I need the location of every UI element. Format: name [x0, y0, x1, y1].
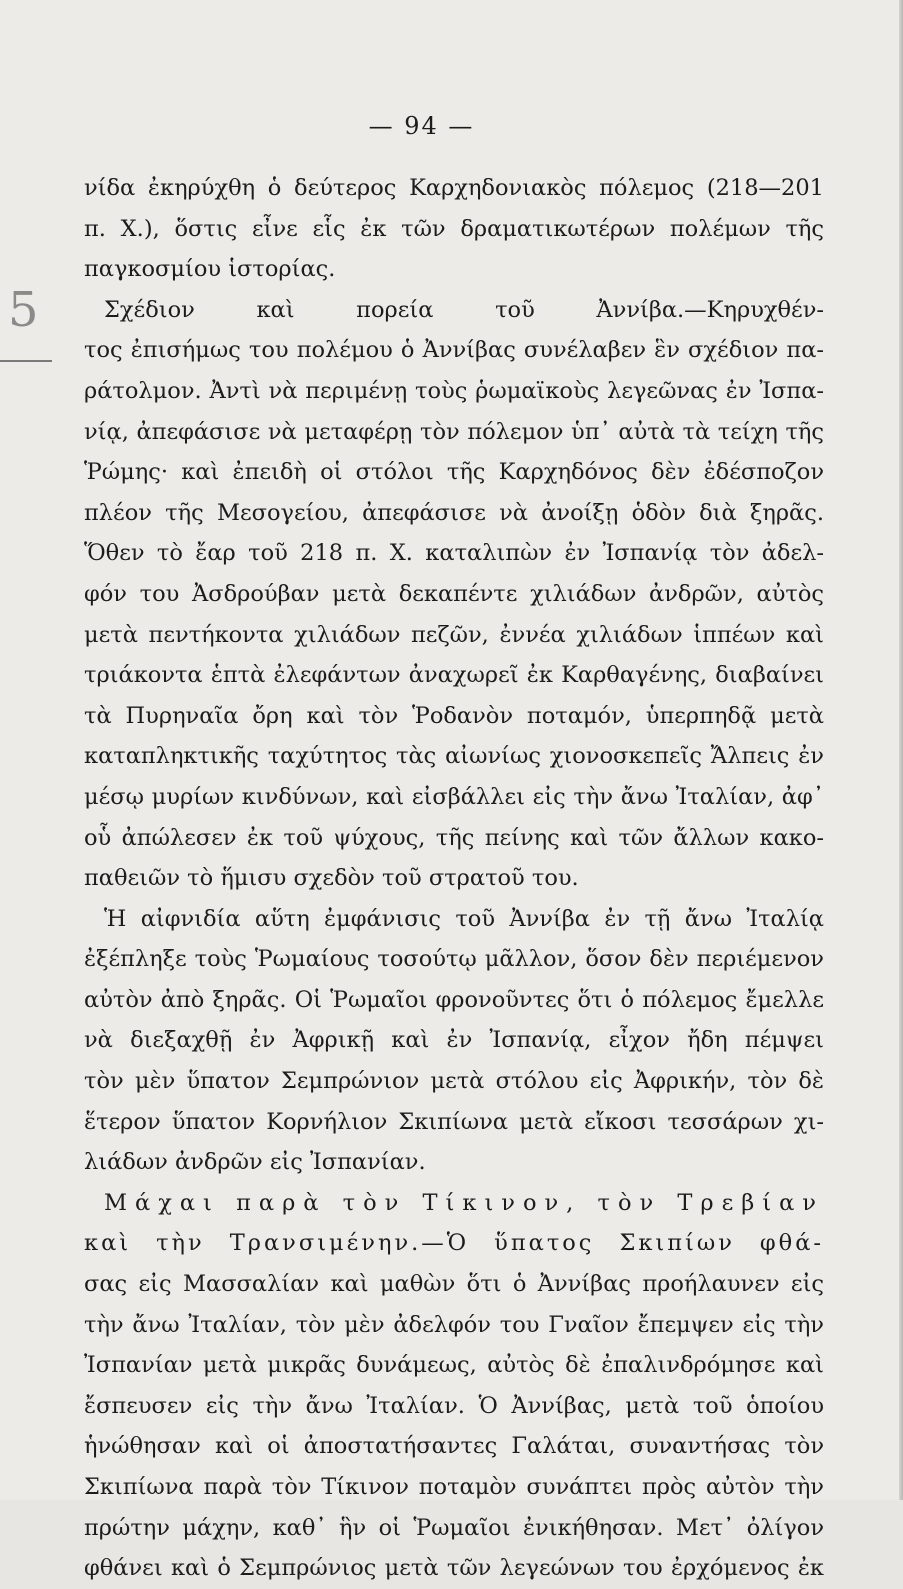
- text-line: τὰ Πυρηναῖα ὄρη καὶ τὸν Ῥοδανὸν ποταμόν, ὑπερπηδᾷ μετὰ: [84, 702, 824, 729]
- text-line: τὸν μὲν ὕπατον Σεμπρώνιον μετὰ στόλου εἰς Ἀφρικήν, τὸν δὲ: [84, 1068, 824, 1095]
- text-line: νὰ διεξαχθῇ ἐν Ἀφρικῇ καὶ ἐν Ἰσπανίᾳ, εἶχον ἤδη πέμψει: [84, 1027, 824, 1054]
- text-line: Ἡ αἰφνιδία αὕτη ἐμφάνισις τοῦ Ἀννίβα ἐν τῇ ἄνω Ἰταλίᾳ: [104, 905, 824, 932]
- text-line: παθειῶν τὸ ἥμισυ σχεδὸν τοῦ στρατοῦ του.: [84, 865, 579, 892]
- margin-annotation: 5: [8, 282, 39, 338]
- page-number: — 94 —: [368, 112, 475, 140]
- text-line: φόν του Ἀσδρούβαν μετὰ δεκαπέντε χιλιάδων ἀνδρῶν, αὐτὸς: [84, 580, 824, 607]
- text-line: Σκιπίωνα παρὰ τὸν Τίκινον ποταμὸν συνάπτει πρὸς αὐτὸν τὴν: [84, 1474, 824, 1500]
- text-line: πλέον τῆς Μεσογείου, ἀπεφάσισε νὰ ἀνοίξῃ ὁδὸν διὰ ξηρᾶς.: [84, 499, 824, 526]
- text-line: μετὰ πεντήκοντα χιλιάδων πεζῶν, ἐννέα χιλιάδων ἱππέων καὶ: [84, 621, 824, 648]
- text-line: παγκοσμίου ἱστορίας.: [84, 256, 336, 283]
- text-line: ἕτερον ὕπατον Κορνήλιον Σκιπίωνα μετὰ εἴκοσι τεσσάρων χι-: [84, 1108, 824, 1135]
- text-line: ἡνώθησαν καὶ οἱ ἀποστατήσαντες Γαλάται, συναντήσας τὸν: [84, 1433, 824, 1460]
- text-line: Μάχαι παρὰ τὸν Τίκινον, τὸν Τρεβίαν: [104, 1189, 824, 1216]
- text-line: νίᾳ, ἀπεφάσισε νὰ μεταφέρῃ τὸν πόλεμον ὑπ᾽ αὐτὰ τὰ τείχη τῆς: [84, 418, 824, 445]
- text-line: τὴν ἄνω Ἰταλίαν, τὸν μὲν ἀδελφόν του Γναῖον ἔπεμψεν εἰς τὴν: [84, 1311, 824, 1338]
- text-line: καὶ τὴν Τρανσιμένην.—Ὁ ὕπατος Σκιπίων φθά-: [84, 1230, 824, 1257]
- margin-line: [0, 360, 52, 362]
- text-line: φθάνει καὶ ὁ Σεμπρώνιος μετὰ τῶν λεγεώνων του ἐρχόμενος ἐκ: [84, 1555, 824, 1582]
- text-line: Ῥώμης· καὶ ἐπειδὴ οἱ στόλοι τῆς Καρχηδόνος δὲν ἐδέσποζον: [84, 459, 824, 486]
- text-line: Ἰσπανίαν μετὰ μικρᾶς δυνάμεως, αὐτὸς δὲ ἐπαλινδρόμησε καὶ: [84, 1352, 824, 1379]
- body-text: [84, 168, 824, 1589]
- text-line: σας εἰς Μασσαλίαν καὶ μαθὼν ὅτι ὁ Ἀννίβας προήλαυνεν εἰς: [84, 1271, 824, 1298]
- text-line: οὗ ἀπώλεσεν ἐκ τοῦ ψύχους, τῆς πείνης καὶ τῶν ἄλλων κακο-: [84, 824, 824, 851]
- text-line: αὐτὸν ἀπὸ ξηρᾶς. Οἱ Ῥωμαῖοι φρονοῦντες ὅτι ὁ πόλεμος ἔμελλε: [84, 986, 824, 1013]
- text-line: ἔσπευσεν εἰς τὴν ἄνω Ἰταλίαν. Ὁ Ἀννίβας, μετὰ τοῦ ὁποίου: [84, 1392, 824, 1419]
- text-line: καταπληκτικῆς ταχύτητος τὰς αἰωνίως χιονοσκεπεῖς Ἄλπεις ἐν: [84, 743, 824, 770]
- text-line: λιάδων ἀνδρῶν εἰς Ἰσπανίαν.: [84, 1149, 426, 1176]
- text-line: Ὅθεν τὸ ἔαρ τοῦ 218 π. Χ. καταλιπὼν ἐν Ἰσπανίᾳ τὸν ἀδελ-: [84, 540, 824, 567]
- text-line: ράτολμον. Ἀντὶ νὰ περιμένῃ τοὺς ῥωμαϊκοὺς λεγεῶνας ἐν Ἰσπα-: [84, 377, 824, 404]
- text-line: νίδα ἐκηρύχθη ὁ δεύτερος Καρχηδονιακὸς πόλεμος (218—201: [84, 175, 824, 201]
- text-line: πρώτην μάχην, καθ᾽ ἣν οἱ Ῥωμαῖοι ἐνικήθησαν. Μετ᾽ ὀλίγον: [84, 1514, 824, 1541]
- text-line: τος ἐπισήμως του πολέμου ὁ Ἀννίβας συνέλαβεν ἓν σχέδιον πα-: [84, 337, 824, 364]
- page-edge: [899, 0, 903, 1500]
- text-line: τριάκοντα ἑπτὰ ἐλεφάντων ἀναχωρεῖ ἐκ Καρθαγένης, διαβαίνει: [84, 662, 824, 689]
- text-line: π. Χ.), ὅστις εἶνε εἷς ἐκ τῶν δραματικωτέρων πολέμων τῆς: [84, 215, 824, 242]
- text-line: Σχέδιον καὶ πορεία τοῦ Ἀννίβα.—Κηρυχθέν-: [104, 296, 824, 323]
- text-line: ἐξέπληξε τοὺς Ῥωμαίους τοσούτῳ μᾶλλον, ὅσον δὲν περιέμενον: [84, 946, 824, 973]
- text-line: μέσῳ μυρίων κινδύνων, καὶ εἰσβάλλει εἰς τὴν ἄνω Ἰταλίαν, ἀφ᾽: [84, 783, 824, 810]
